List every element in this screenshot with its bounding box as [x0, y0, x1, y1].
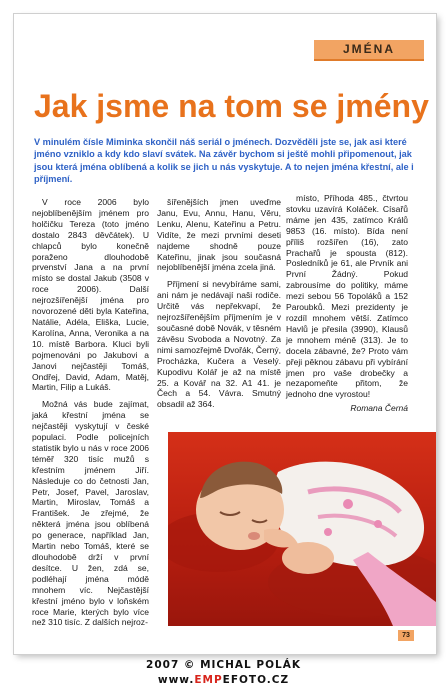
author-signature: Romana Černá: [350, 403, 408, 414]
paragraph: V roce 2006 bylo nejoblíbenějším jménem pro holčičku Tereza (toto jméno dostalo 2843 děvčátek). U chlapců bylo konečně poraženo dlouhodobě prvenství Jana a na první místo se dostal Jakub (3508 v roce 2006). Další nejrozšířenější jména pro novorozené děti byla Kateřina, Natálie, Adéla, Eliška, Lucie, Karolína, Anna, Veronika a na 10. místě Barbora. Kluci byli pojmenováni po Jakubovi a Janovi nejčastěji Tomáš, Ondřej, David, Adam, Matěj, Martin, Filip a Lukáš.: [32, 197, 149, 393]
section-label: JMÉNA: [314, 40, 424, 61]
paragraph: Možná vás bude zajímat, jaká křestní jména se nejčastěji vyskytují v české populaci. Podle policejních statistik bylo u nás v roce 2006 téměř 320 tisíc mužů s křestním jménem Jiří. Následuje co do četnosti Jan, Petr, Josef, Pavel, Jaroslav, Martin, Miroslav, Tomáš a František. Je zřejmé, že některá jména jsou oblíbená po generace, například Jan, Martin nebo Tomáš, které se dlouhodobě drží v první desítce. U žen, zdá se, podléhají jména módě mnohem víc. Nejčastější křestní jméno bylo v loňském roce Marie, kterých bylo více než 310 tisíc. Z dalších nejroz-: [32, 399, 149, 628]
photo-credit: 2007 © MICHAL POLÁK: [146, 659, 301, 671]
magazine-page: [14, 14, 436, 654]
credit-web-emphasis: EMP: [194, 674, 223, 686]
baby-illustration: [168, 432, 436, 626]
article-title: Jak jsme na tom se jmény: [34, 88, 429, 124]
column-2: [157, 197, 281, 410]
article-lead: V minulém čísle Miminka skončil náš seriál o jménech. Dozvěděli jste se, jak asi které jméno vzniklo a kdy kdo slaví svátek. Na závěr bychom si ještě mohli připomenout, jak jsou která jména oblíbená a kolik se jich u nás vyskytuje. A to nejen jména křestní, ale i příjmení.: [34, 137, 414, 185]
column-3: [286, 193, 408, 414]
page-number: 73: [398, 630, 414, 641]
sleeping-baby-photo: [168, 432, 436, 626]
paragraph: Příjmení si nevybíráme sami, ani nám je nedávají naši rodiče. Určitě vás nepřekvapí, že nejrozšířenějším příjmením je v současné době Novák, v těsném závěsu Svoboda a Novotný. Za nimi samozřejmě Dvořák, Černý, Procházka, Kučera a Veselý. Kupodivu Kolář je až na místě 25. a Kovář na 32. A1 41. je Čech a 54. Vávra. Smutný obsadil až 364.: [157, 279, 282, 410]
paragraph: šířenějších jmen uveďme Janu, Evu, Annu, Hanu, Věru, Lenku, Alenu, Kateřinu a Petru. Vidíte, že mezi prvními deseti najdeme shodně pouze Kateřinu, jinak jsou současná nejoblíbenější jména zcela jiná.: [157, 197, 281, 273]
credit-website: [0, 674, 447, 686]
credit-web-prefix: www.: [157, 674, 195, 686]
paragraph: místo, Příhoda 485., čtvrtou stovku uzavírá Koláček. Císařů máme jen 435, zatímco Králů 9853 (16. místo). Bída není příliš rozšířen (16), zato Prachařů je spousta (812). Posledníků je 61, ale Prvník ani První Žádný. Pokud zabrousíme do politiky, máme mezi sebou 56 Topoláků a 152 Paroubků. Mezi prezidenty je rozdíl mnohem větší. Zatímco Havlů je přesila (3990), Klausů je mnohem méně (313). Je to docela zábavné, že? Proto vám přeji pěknou zábavu při vybírání jmen pro vaše drobečky a nezapomeňte přitom, že jednoho dne vyrostou!: [286, 193, 408, 400]
credit-web-suffix: EFOTO.CZ: [222, 674, 290, 686]
column-1: [32, 197, 149, 628]
